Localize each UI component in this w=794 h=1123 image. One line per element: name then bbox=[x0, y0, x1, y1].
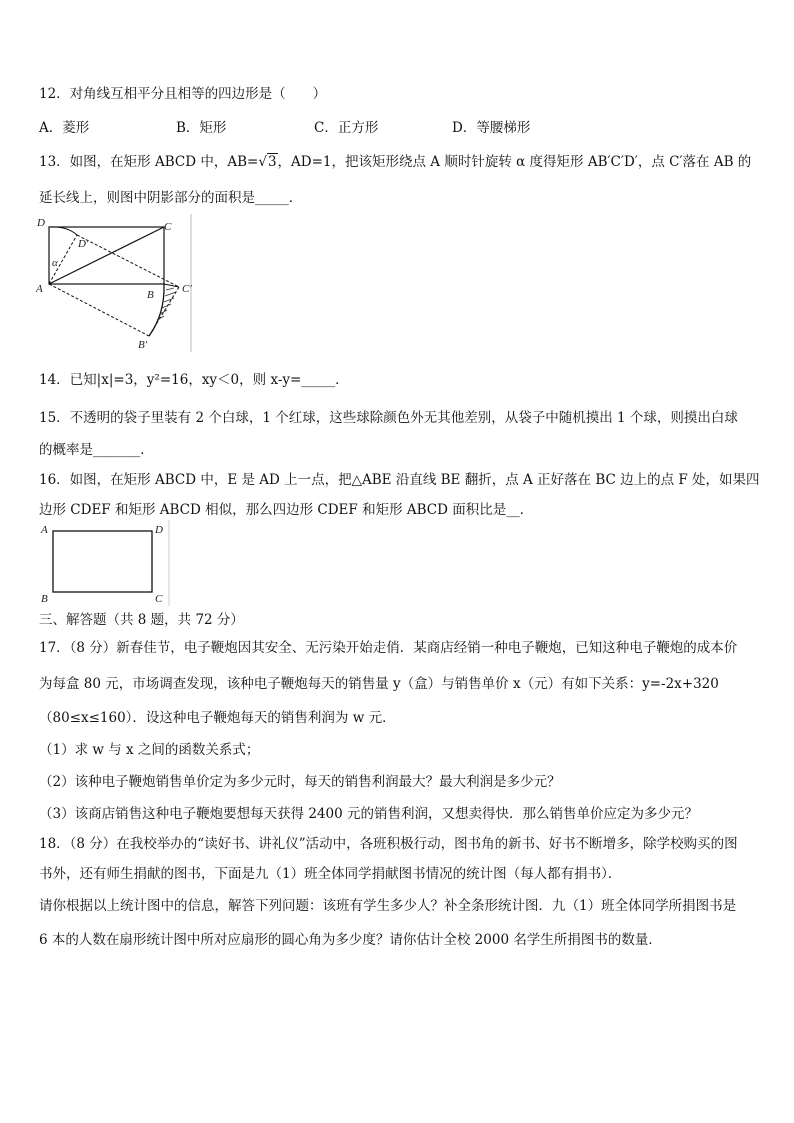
q13-line1 bbox=[39, 150, 751, 170]
q12-stem: 12．对角线互相平分且相等的四边形是（ ） bbox=[39, 86, 327, 102]
label-b-q16: B bbox=[41, 593, 48, 605]
q13-line1-b: ，AD=1，把该矩形绕点 A 顺时针旋转 α 度得矩形 AB′C′D′，点 C′落在 AB 的 bbox=[277, 154, 752, 170]
label-a-q16: A bbox=[41, 524, 48, 536]
label-b1: B′ bbox=[138, 339, 148, 351]
q18-line4: 6 本的人数在扇形统计图中所对应扇形的圆心角为多少度？请你估计全校 2000 名学生所捐图书的数量． bbox=[39, 932, 662, 948]
label-d1: D′ bbox=[78, 238, 89, 250]
q14-text: 14．已知|x|=3，y²=16，xy＜0，则 x-y=_____． bbox=[39, 372, 349, 388]
rect-abcd-q16 bbox=[53, 531, 152, 592]
q16-figure bbox=[34, 520, 174, 606]
q13-figure bbox=[34, 214, 196, 352]
q17-line3: （80≤x≤160）．设这种电子鞭炮每天的销售利润为 w 元． bbox=[39, 710, 396, 726]
q13-line1-a: 13．如图，在矩形 ABCD 中，AB= bbox=[39, 154, 259, 170]
q18-line2: 书外，还有师生捐献的图书，下面是九（1）班全体同学捐献图书情况的统计图（每人都有捐书）． bbox=[39, 866, 622, 882]
q18-line3: 请你根据以上统计图中的信息，解答下列问题：该班有学生多少人？补全条形统计图．九（1）班全体同学所捐图书是 bbox=[39, 898, 737, 914]
label-c: C bbox=[164, 221, 172, 233]
q17-sub3: （3）该商店销售这种电子鞭炮要想每天获得 2400 元的销售利润，又想卖得快．那么销售单价应定为多少元？ bbox=[39, 806, 699, 822]
q17-sub2: （2）该种电子鞭炮销售单价定为多少元时，每天的销售利润最大？最大利润是多少元？ bbox=[39, 774, 561, 790]
label-b: B bbox=[147, 289, 154, 301]
label-a: A bbox=[36, 283, 43, 295]
label-c-q16: C bbox=[155, 593, 163, 605]
edge-ab1 bbox=[49, 284, 149, 336]
q17-line1: 17．（8 分）新春佳节，电子鞭炮因其安全、无污染开始走俏．某商店经销一种电子鞭炮，已知这种电子鞭炮的成本价 bbox=[39, 640, 738, 656]
q17-sub1: （1）求 w 与 x 之间的函数关系式； bbox=[39, 742, 260, 758]
q12-option-c: C．正方形 bbox=[314, 120, 379, 136]
q18-line1: 18．（8 分）在我校举办的“读好书、讲礼仪”活动中，各班积极行动，图书角的新书、好书不断增多，除学校购买的图 bbox=[39, 836, 738, 852]
q17-line2: 为每盒 80 元，市场调查发现，该种电子鞭炮每天的销售量 y（盒）与销售单价 x（元）有如下关系：y=-2x+320 bbox=[39, 676, 719, 692]
arc-d-d1 bbox=[49, 227, 77, 235]
sqrt-radicand: 3 bbox=[267, 154, 277, 170]
q13-line2: 延长线上，则图中阴影部分的面积是_____． bbox=[39, 190, 303, 206]
q12-option-a: A．菱形 bbox=[39, 120, 90, 136]
q12-option-d: D．等腰梯形 bbox=[452, 120, 531, 136]
label-d: D bbox=[37, 217, 45, 229]
label-d-q16: D bbox=[155, 524, 163, 536]
q15-line2: 的概率是_______． bbox=[39, 442, 154, 458]
section-title: 三、解答题（共 8 题，共 72 分） bbox=[39, 612, 244, 628]
sqrt-three bbox=[258, 154, 277, 170]
q16-line1: 16．如图，在矩形 ABCD 中，E 是 AD 上一点，把△ABE 沿直线 BE 翻折，点 A 正好落在 BC 边上的点 F 处，如果四 bbox=[39, 472, 760, 488]
sqrt-symbol: √ bbox=[258, 154, 267, 170]
q16-line2: 边形 CDEF 和矩形 ABCD 相似，那么四边形 CDEF 和矩形 ABCD 面积比是__． bbox=[39, 502, 534, 518]
diagonal-ac bbox=[49, 227, 164, 284]
q15-line1: 15．不透明的袋子里装有 2 个白球，1 个红球，这些球除颜色外无其他差别，从袋子中随机摸出 1 个球，则摸出白球 bbox=[39, 410, 738, 426]
q12-option-b: B．矩形 bbox=[176, 120, 227, 136]
label-alpha: α bbox=[52, 257, 58, 269]
label-c1: C′ bbox=[182, 283, 192, 295]
